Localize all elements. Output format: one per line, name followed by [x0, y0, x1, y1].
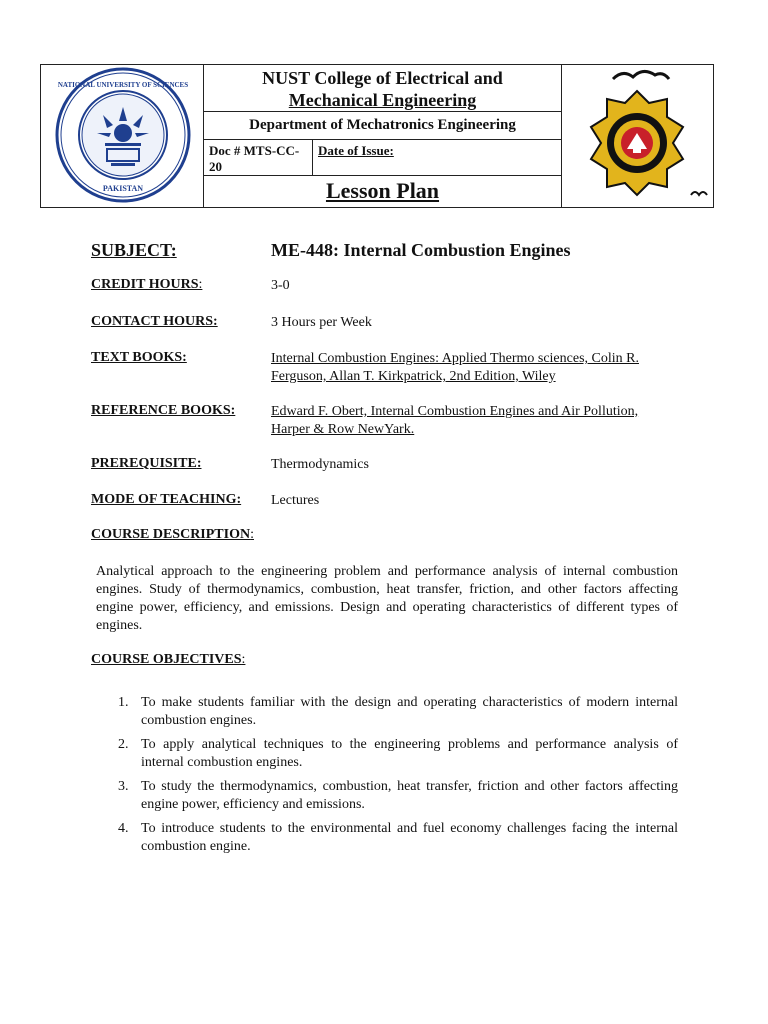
objective-number: 1. [118, 695, 129, 710]
reference-books-line2: Harper & Row NewYark. [271, 422, 415, 437]
text-books-line2: Ferguson, Allan T. Kirkpatrick, 2nd Edition, Wiley [271, 369, 556, 384]
college-name-line2: Mechanical Engineering [288, 90, 477, 110]
objective-text: To apply analytical techniques to the engineering problems and performance analysis of internal combustion engines. [141, 737, 678, 770]
emblem-logo [563, 65, 713, 207]
doc-number-line1: Doc # MTS-CC- [209, 143, 300, 158]
objective-text: To make students familiar with the design and operating characteristics of modern internal combustion engines. [141, 695, 678, 728]
svg-text:NATIONAL UNIVERSITY OF SCIENCE: NATIONAL UNIVERSITY OF SCIENCES [57, 81, 189, 89]
credit-hours-value: 3-0 [271, 278, 290, 293]
svg-text:PAKISTAN: PAKISTAN [102, 184, 144, 193]
lesson-plan-title: Lesson Plan [325, 178, 440, 203]
header-divider-right [561, 65, 562, 207]
course-description-label-text: COURSE DESCRIPTION [91, 527, 251, 542]
course-description-text: Analytical approach to the engineering problem and performance analysis of internal combustion engines. Study of thermodynamics, combustion, heat transfer, friction, and other factors affecting engine power, efficiency, and emissions. Design and operating characteristics of different types of engines. [96, 564, 678, 633]
mode-of-teaching-value: Lectures [271, 493, 320, 508]
objective-number: 3. [118, 779, 129, 794]
objective-text: To study the thermodynamics, combustion, heat transfer, friction and other factors affecting engine power, efficiency and emissions. [141, 779, 678, 812]
college-title [204, 65, 561, 111]
list-item [96, 778, 678, 814]
text-books-label: TEXT BOOKS: [91, 350, 187, 365]
prerequisite-label-text: PREREQUISITE [91, 456, 197, 471]
subject-label-colon: : [170, 240, 177, 260]
document-header [40, 64, 714, 208]
contact-hours-value: 3 Hours per Week [271, 315, 372, 330]
doc-number [209, 143, 307, 175]
reference-books-line1: Edward F. Obert, Internal Combustion Engines and Air Pollution, [271, 404, 639, 419]
contact-hours-label: CONTACT HOURS: [91, 314, 218, 329]
objective-number: 4. [118, 821, 129, 836]
department-name: Department of Mechatronics Engineering [204, 111, 561, 140]
credit-hours-label-text: CREDIT HOURS [91, 277, 199, 292]
college-name-line1: NUST College of Electrical and [262, 68, 503, 88]
doc-row-divider [312, 140, 313, 176]
subject-label [91, 240, 177, 261]
mode-of-teaching-label: MODE OF TEACHING: [91, 492, 242, 507]
course-objectives-label-text: COURSE OBJECTIVES [91, 652, 242, 667]
subject-value: ME-448: Internal Combustion Engines [271, 240, 571, 260]
text-books-value [271, 350, 681, 386]
course-objectives-colon: : [241, 652, 246, 667]
doc-info-row [204, 139, 561, 176]
prerequisite-value: Thermodynamics [271, 457, 369, 472]
prerequisite-label [91, 456, 201, 472]
left-logo-cell [41, 65, 203, 207]
list-item [96, 736, 678, 772]
objective-text: To introduce students to the environmental and fuel economy challenges facing the internal combustion engine. [141, 821, 678, 854]
header-center [204, 65, 561, 207]
credit-hours-label [91, 277, 202, 293]
course-description-label [91, 527, 254, 543]
list-item [96, 820, 678, 856]
course-description-colon: : [250, 527, 254, 542]
prerequisite-colon: : [196, 456, 202, 471]
nust-seal-logo [41, 65, 203, 207]
reference-books-value [271, 403, 681, 439]
course-objectives-list [96, 694, 678, 862]
doc-number-line2: 20 [209, 159, 222, 174]
text-books-line1: Internal Combustion Engines: Applied Thermo sciences, Colin R. [271, 351, 639, 366]
right-logo-cell [563, 65, 713, 207]
reference-books-label: REFERENCE BOOKS: [91, 403, 236, 418]
document-title [204, 175, 561, 208]
subject-label-text: SUBJECT [91, 240, 171, 260]
credit-hours-colon: : [198, 277, 203, 292]
date-of-issue: Date of Issue: [318, 143, 394, 158]
list-item [96, 694, 678, 730]
course-objectives-label [91, 652, 245, 668]
objective-number: 2. [118, 737, 129, 752]
